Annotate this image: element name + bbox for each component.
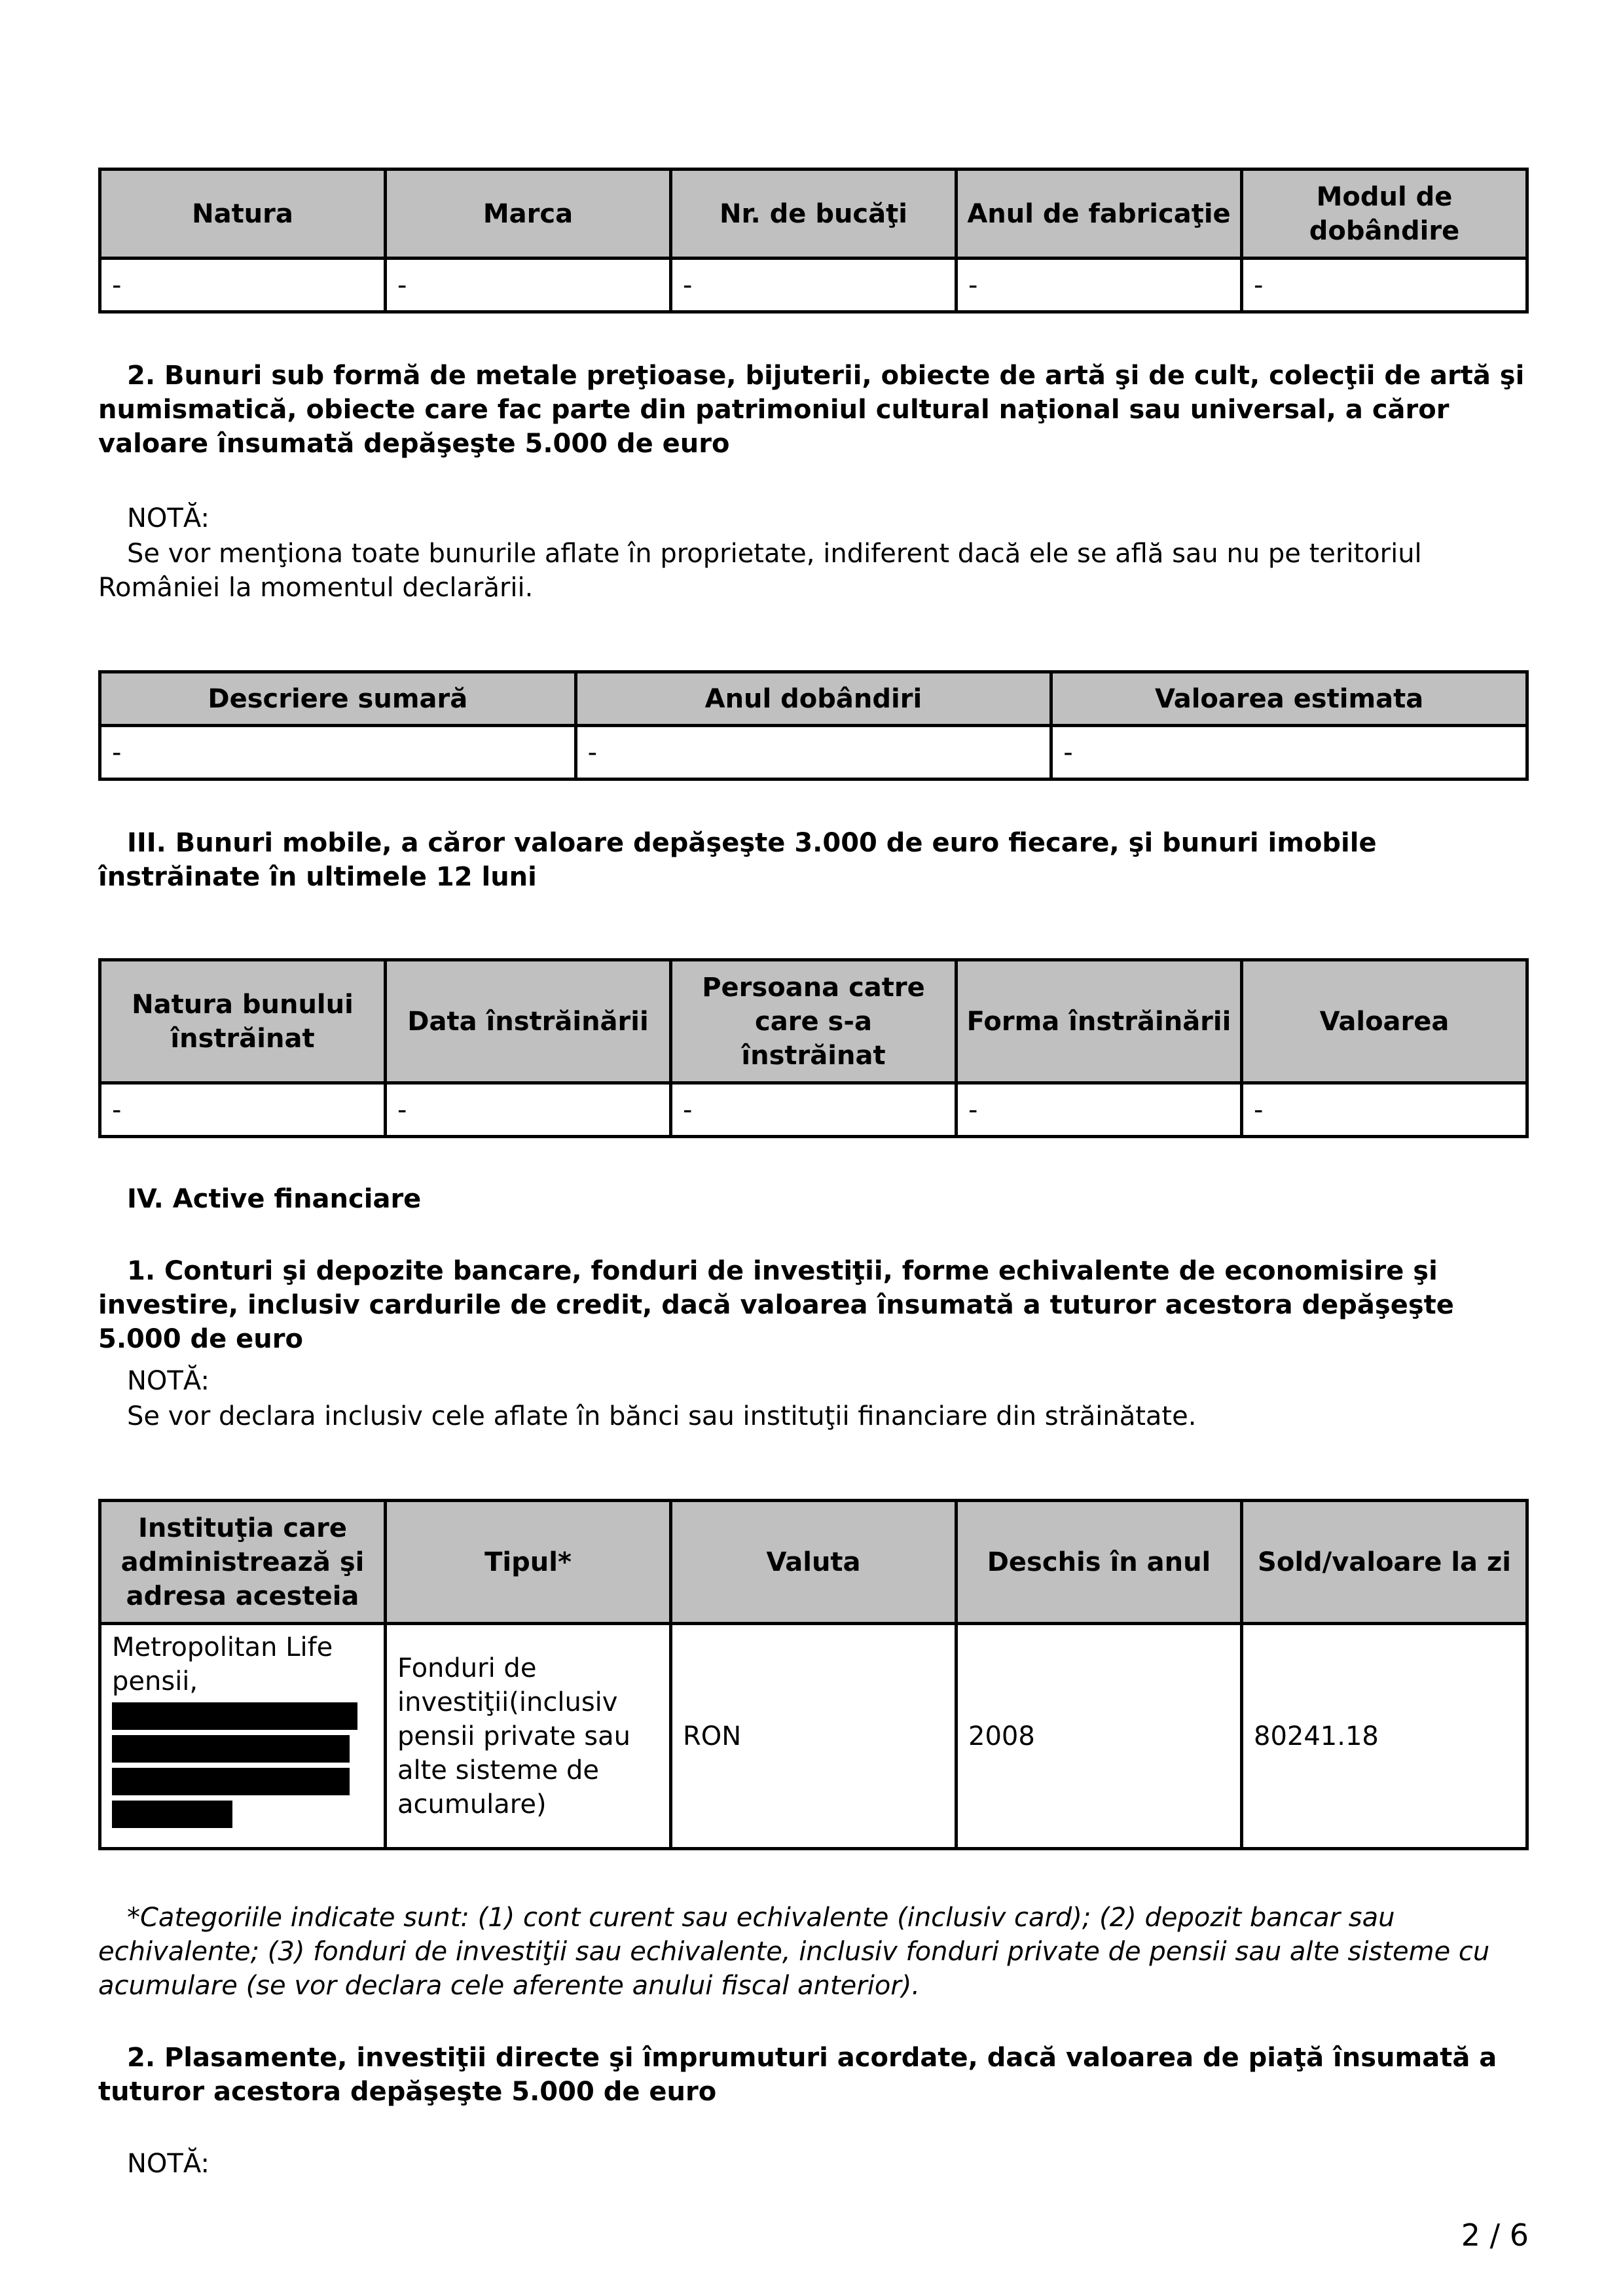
table-cell: - — [671, 259, 957, 312]
precious-table — [98, 670, 1529, 781]
accounts-table — [98, 1499, 1529, 1850]
column-header: Valoarea estimata — [1051, 672, 1527, 726]
redaction-bar — [112, 1702, 357, 1730]
column-header: Valoarea — [1242, 960, 1527, 1083]
column-header: Nr. de bucăţi — [671, 170, 957, 259]
table-header-row — [100, 672, 1527, 726]
note-label: NOTĂ: — [127, 2149, 210, 2179]
column-header: Sold/valoare la zi — [1242, 1501, 1527, 1624]
column-header: Valuta — [671, 1501, 957, 1624]
opened-year-cell: 2008 — [957, 1624, 1242, 1849]
currency-cell: RON — [671, 1624, 957, 1849]
vehicles-table — [98, 168, 1529, 314]
column-header: Descriere sumară — [100, 672, 576, 726]
table-cell: - — [1051, 726, 1527, 780]
financial-subheading: 1. Conturi şi depozite bancare, fonduri de investiţii, forme echivalente de economisire şi investire, inclusiv cardurile de credit, dacă valoarea însumată a tuturor acestora depăşeşte 5.000 de euro — [98, 1256, 1454, 1354]
alienated-section-heading: III. Bunuri mobile, a căror valoare depăşeşte 3.000 de euro fiecare, şi bunuri imobile înstrăinate în ultimele 12 luni — [98, 828, 1377, 892]
alienated-table — [98, 958, 1529, 1138]
table-row — [100, 1624, 1527, 1849]
table-cell: - — [1242, 1083, 1527, 1137]
redaction-bar — [112, 1768, 350, 1795]
column-header: Forma înstrăinării — [957, 960, 1242, 1083]
table-cell: - — [100, 1083, 386, 1137]
balance-cell: 80241.18 — [1242, 1624, 1527, 1849]
column-header: Natura bunului înstrăinat — [100, 960, 386, 1083]
note-text: Se vor menţiona toate bunurile aflate în proprietate, indiferent dacă ele se află sau nu pe teritoriul României la momentul declarării. — [98, 539, 1422, 603]
table-cell: - — [100, 726, 576, 780]
column-header: Deschis în anul — [957, 1501, 1242, 1624]
table-row — [100, 726, 1527, 780]
redaction-bar — [112, 1735, 350, 1763]
type-cell: Fonduri de investiţii(inclusiv pensii private sau alte sisteme de acumulare) — [386, 1624, 671, 1849]
note-label: NOTĂ: — [127, 503, 210, 533]
precious-section-heading: 2. Bunuri sub formă de metale preţioase, bijuterii, obiecte de artă şi de cult, colecţii de artă şi numismatică, obiecte care fac parte din patrimoniul cultural naţional sau universal, a căror valoare însumată depăşeşte 5.000 de euro — [98, 361, 1525, 459]
table-cell: - — [671, 1083, 957, 1137]
column-header: Instituţia care administrează şi adresa acesteia — [100, 1501, 386, 1624]
table-cell: - — [575, 726, 1051, 780]
table-cell: - — [957, 259, 1242, 312]
column-header: Natura — [100, 170, 386, 259]
note-text: Se vor declara inclusiv cele aflate în bănci sau instituţii financiare din străinătate. — [127, 1401, 1197, 1431]
categories-footnote: *Categoriile indicate sunt: (1) cont curent sau echivalente (inclusiv card); (2) depozit bancar sau echivalente; (3) fonduri de investiţii sau echivalente, inclusiv fonduri private de pensii sau alte sisteme cu acumulare (se vor declara cele aferente anului fiscal anterior). — [98, 1903, 1490, 2001]
column-header: Modul de dobândire — [1242, 170, 1527, 259]
page-number: 2 / 6 — [1461, 2217, 1529, 2253]
table-row — [100, 1083, 1527, 1137]
table-header-row — [100, 1501, 1527, 1624]
institution-cell — [100, 1624, 386, 1849]
table-header-row — [100, 960, 1527, 1083]
financial-section-heading: IV. Active financiare — [127, 1184, 422, 1214]
table-row — [100, 259, 1527, 312]
table-cell: - — [386, 1083, 671, 1137]
table-cell: - — [100, 259, 386, 312]
column-header: Marca — [386, 170, 671, 259]
table-cell: - — [957, 1083, 1242, 1137]
column-header: Tipul* — [386, 1501, 671, 1624]
investments-section-heading: 2. Plasamente, investiţii directe şi împrumuturi acordate, dacă valoarea de piaţă însumată a tuturor acestora depăşeşte 5.000 de euro — [98, 2043, 1497, 2107]
column-header: Anul dobândiri — [575, 672, 1051, 726]
table-cell: - — [386, 259, 671, 312]
note-label: NOTĂ: — [127, 1366, 210, 1396]
redaction-bar — [112, 1801, 232, 1828]
column-header: Anul de fabricaţie — [957, 170, 1242, 259]
table-header-row — [100, 170, 1527, 259]
table-cell: - — [1242, 259, 1527, 312]
institution-name: Metropolitan Life pensii, — [112, 1632, 333, 1696]
column-header: Data înstrăinării — [386, 960, 671, 1083]
column-header: Persoana catre care s-a înstrăinat — [671, 960, 957, 1083]
